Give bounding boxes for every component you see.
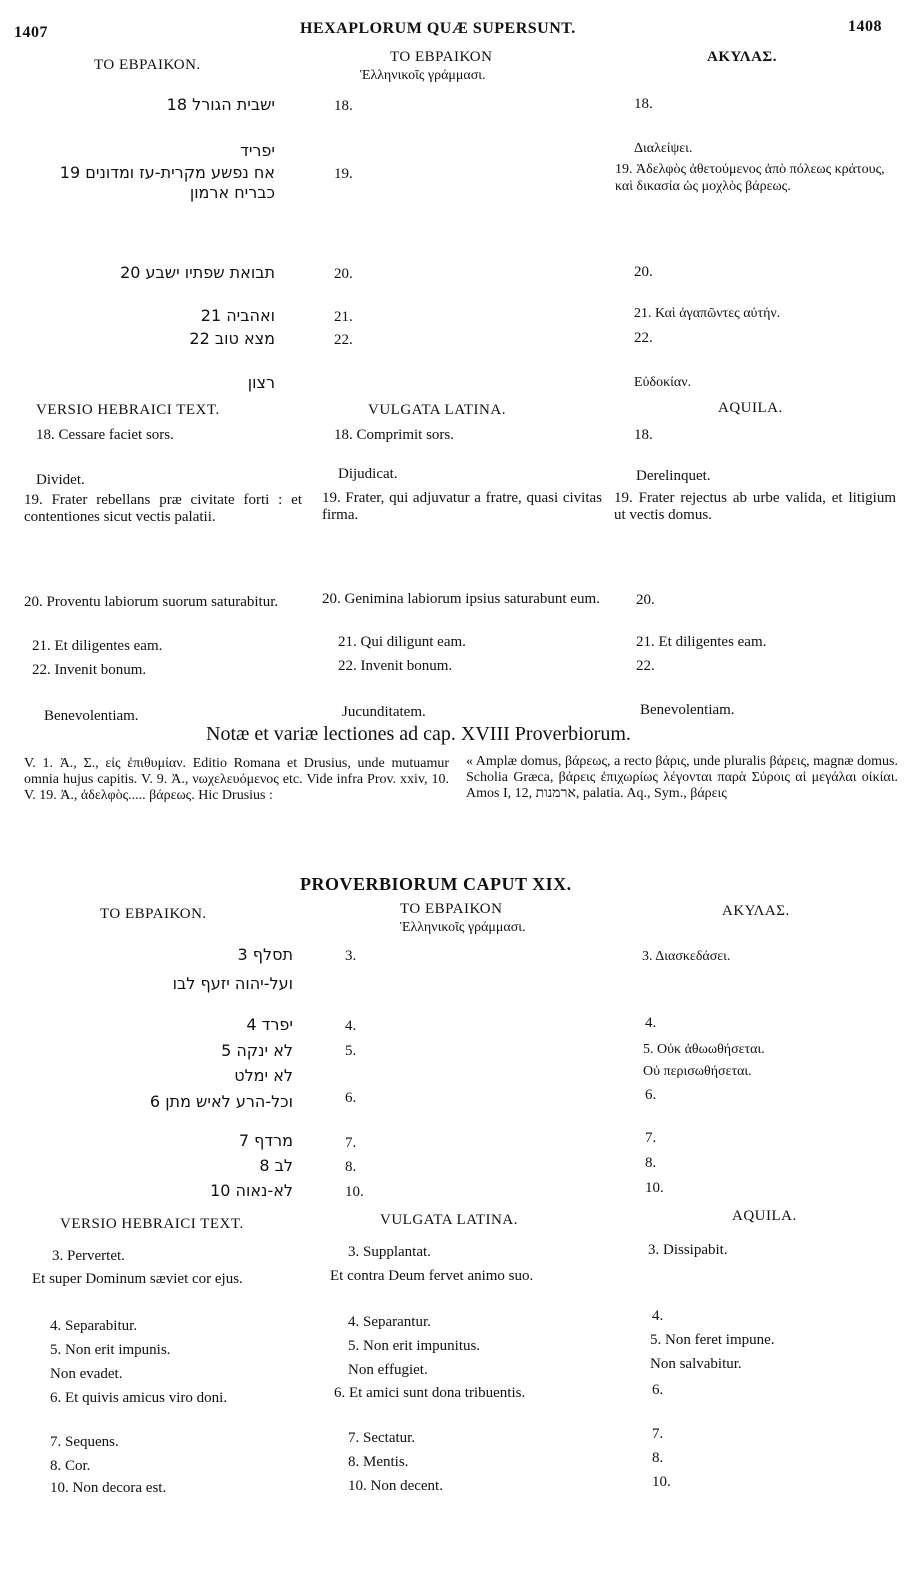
hebrew-line: יפרד 4	[246, 1015, 293, 1034]
versio-line: 8. Cor.	[50, 1458, 91, 1474]
versio-line: 5. Non erit impunis.	[50, 1342, 171, 1358]
vulgata-line: 6. Et amici sunt dona tribuentis.	[334, 1385, 526, 1401]
transliteration-verse: 19.	[334, 166, 353, 182]
page-number-right: 1408	[848, 18, 882, 35]
hebrew-line: תסלף 3	[237, 945, 293, 964]
hebrew-line: כבריח ארמון	[189, 183, 275, 202]
transliteration-verse: 20.	[334, 266, 353, 282]
aquila-greek-line: 4.	[645, 1015, 657, 1031]
aquila-greek-line: Διαλείψει.	[634, 141, 693, 156]
versio-line: Et super Dominum sæviet cor ejus.	[32, 1271, 243, 1287]
hebrew-line: יפריד	[240, 141, 275, 160]
col-head-aquila: ΑΚΥΛΑΣ.	[722, 903, 790, 919]
col-head-transliteration-sub: Ἑλληνικοῖς γράμμασι.	[400, 920, 526, 935]
notes-right-column: « Amplæ domus, βάρεως, a recto βάρις, unde pluralis βάρεις, magnæ domus. Scholia Græca, βάρεις ἐπιχωρίως λέγονται παρὰ Σύροις αἱ μεγάλαι οἰκίαι. Amos I, 12, ארמנות, palatia. Aq., Sym., βάρεις	[466, 754, 898, 801]
vulgata-line: 4. Separantur.	[348, 1314, 431, 1330]
aquila-greek-line: 10.	[645, 1180, 664, 1196]
versio-line: 22. Invenit bonum.	[32, 662, 147, 678]
aquila-greek-line: 21. Καὶ ἀγαπῶντες αὐτήν.	[634, 306, 781, 321]
col-head-transliteration-sub: Ἑλληνικοῖς γράμμασι.	[360, 68, 486, 83]
aquila-latin-line: Derelinquet.	[636, 468, 711, 484]
hebrew-line: תבואת שפתיו ישבע 20	[120, 263, 275, 282]
hebrew-line: לא-נאוה 10	[210, 1181, 293, 1200]
vulgata-line: 5. Non erit impunitus.	[348, 1338, 481, 1354]
notes-heading: Notæ et variæ lectiones ad cap. XVIII Proverbiorum.	[206, 723, 631, 745]
aquila-greek-line: 19. Ἀδελφὸς ἀθετούμενος ἀπὸ πόλεως κράτους, καὶ δικασία ὡς μοχλὸς βάρεως.	[615, 162, 885, 194]
aquila-latin-line: 7.	[652, 1426, 664, 1442]
hebrew-line: ואהביה 21	[200, 306, 275, 325]
aquila-latin-line: 6.	[652, 1382, 664, 1398]
versio-line: 3. Pervertet.	[52, 1248, 125, 1264]
vulgata-line: 3. Supplantat.	[348, 1244, 431, 1260]
hebrew-line: לא ימלט	[234, 1066, 293, 1085]
versio-line: Benevolentiam.	[44, 708, 139, 724]
versio-line: 21. Et diligentes eam.	[32, 638, 163, 654]
aquila-latin-line: 21. Et diligentes eam.	[636, 634, 767, 650]
aquila-latin-line: 3. Dissipabit.	[648, 1242, 728, 1258]
versio-line: 10. Non decora est.	[50, 1480, 167, 1496]
transliteration-verse: 3.	[345, 948, 357, 964]
hebrew-line: לא ינקה 5	[221, 1041, 293, 1060]
vulgata-line: 19. Frater, qui adjuvatur a fratre, quasi civitas firma.	[322, 490, 602, 523]
aquila-latin-line: 4.	[652, 1308, 664, 1324]
vulgata-line: 20. Genimina labiorum ipsius saturabunt eum.	[322, 591, 600, 607]
col-head-aquila-latin: AQUILA.	[732, 1208, 797, 1224]
aquila-greek-line: 3. Διασκεδάσει.	[642, 949, 731, 964]
aquila-greek-line: 6.	[645, 1087, 657, 1103]
hebrew-line: רצון	[247, 373, 275, 392]
versio-line: 6. Et quivis amicus viro doni.	[50, 1390, 228, 1406]
col-head-transliteration: ΤΟ ΕΒΡΑΙΚΟΝ	[400, 901, 503, 917]
versio-line: 19. Frater rebellans præ civitate forti : et contentiones sicut vectis palatii.	[24, 492, 302, 525]
col-head-vulgata: VULGATA LATINA.	[368, 402, 506, 418]
versio-line: 18. Cessare faciet sors.	[36, 427, 174, 443]
vulgata-line: Dijudicat.	[338, 466, 398, 482]
aquila-latin-line: 22.	[636, 658, 655, 674]
transliteration-verse: 8.	[345, 1159, 357, 1175]
vulgata-line: 18. Comprimit sors.	[334, 427, 455, 443]
aquila-latin-line: 5. Non feret impune.	[650, 1332, 775, 1348]
vulgata-line: 7. Sectatur.	[348, 1430, 416, 1446]
page-number-left: 1407	[14, 24, 48, 41]
col-head-transliteration: ΤΟ ΕΒΡΑΙΚΟΝ	[390, 49, 493, 65]
col-head-aquila-latin: AQUILA.	[718, 400, 783, 416]
aquila-latin-line: 19. Frater rejectus ab urbe valida, et litigium ut vectis domus.	[614, 490, 896, 523]
transliteration-verse: 21.	[334, 309, 353, 325]
aquila-greek-line: 7.	[645, 1130, 657, 1146]
aquila-greek-line: 22.	[634, 330, 653, 346]
aquila-greek-line: Εὐδοκίαν.	[634, 375, 692, 390]
versio-line: 4. Separabitur.	[50, 1318, 138, 1334]
versio-line: 7. Sequens.	[50, 1434, 119, 1450]
transliteration-verse: 22.	[334, 332, 353, 348]
vulgata-line: Jucunditatem.	[342, 704, 426, 720]
aquila-greek-line: 5. Οὐκ ἀθωωθήσεται.	[643, 1042, 765, 1057]
vulgata-line: 21. Qui diligunt eam.	[338, 634, 466, 650]
versio-line: Non evadet.	[50, 1366, 123, 1382]
hebrew-line: ועל-יהוה יזעף לבו	[172, 974, 293, 993]
hebrew-line: אח נפשע מקרית-עז ומדונים 19	[59, 163, 275, 182]
vulgata-line: 22. Invenit bonum.	[338, 658, 453, 674]
col-head-hebrew: ΤΟ ΕΒΡΑΙΚΟΝ.	[94, 57, 201, 73]
transliteration-verse: 6.	[345, 1090, 357, 1106]
col-head-aquila: ΑΚΥΛΑΣ.	[707, 49, 777, 65]
vulgata-line: Et contra Deum fervet animo suo.	[330, 1268, 534, 1284]
hebrew-line: מרדף 7	[238, 1131, 293, 1150]
vulgata-line: Non effugiet.	[348, 1362, 428, 1378]
versio-line: 20. Proventu labiorum suorum saturabitur.	[24, 594, 279, 610]
hebrew-line: לב 8	[259, 1156, 293, 1175]
running-title: HEXAPLORUM QUÆ SUPERSUNT.	[300, 20, 576, 37]
col-head-versio: VERSIO HEBRAICI TEXT.	[60, 1216, 244, 1232]
aquila-latin-line: 18.	[634, 427, 653, 443]
transliteration-verse: 5.	[345, 1043, 357, 1059]
aquila-latin-line: 8.	[652, 1450, 664, 1466]
aquila-latin-line: 20.	[636, 592, 655, 608]
notes-left-column: V. 1. Ἀ., Σ., εἰς ἐπιθυμίαν. Editio Romana et Drusius, unde mutuamur omnia hujus capitis. V. 9. Ἀ., νωχελευόμενος etc. Vide infra Prov. xxiv, 10. V. 19. Ἀ., ἀδελφὸς..... βάρεως. Hic Drusius :	[24, 756, 449, 803]
aquila-latin-line: Benevolentiam.	[640, 702, 735, 718]
col-head-vulgata: VULGATA LATINA.	[380, 1212, 518, 1228]
aquila-latin-line: 10.	[652, 1474, 671, 1490]
transliteration-verse: 4.	[345, 1018, 357, 1034]
versio-line: Dividet.	[36, 472, 85, 488]
aquila-latin-line: Non salvabitur.	[650, 1356, 742, 1372]
hebrew-line: וכל-הרע לאיש מתן 6	[149, 1092, 293, 1111]
hebrew-line: מצא טוב 22	[189, 329, 275, 348]
transliteration-verse: 7.	[345, 1135, 357, 1151]
col-head-hebrew: ΤΟ ΕΒΡΑΙΚΟΝ.	[100, 906, 207, 922]
transliteration-verse: 18.	[334, 98, 353, 114]
col-head-versio: VERSIO HEBRAICI TEXT.	[36, 402, 220, 418]
aquila-greek-line: Οὐ περισωθήσεται.	[643, 1064, 752, 1079]
transliteration-verse: 10.	[345, 1184, 364, 1200]
hebrew-line: ישבית הגורל 18	[166, 95, 275, 114]
aquila-greek-line: 8.	[645, 1155, 657, 1171]
aquila-greek-line: 18.	[634, 96, 653, 112]
vulgata-line: 10. Non decent.	[348, 1478, 443, 1494]
chapter-title: PROVERBIORUM CAPUT XIX.	[300, 874, 572, 894]
aquila-greek-line: 20.	[634, 264, 653, 280]
vulgata-line: 8. Mentis.	[348, 1454, 409, 1470]
